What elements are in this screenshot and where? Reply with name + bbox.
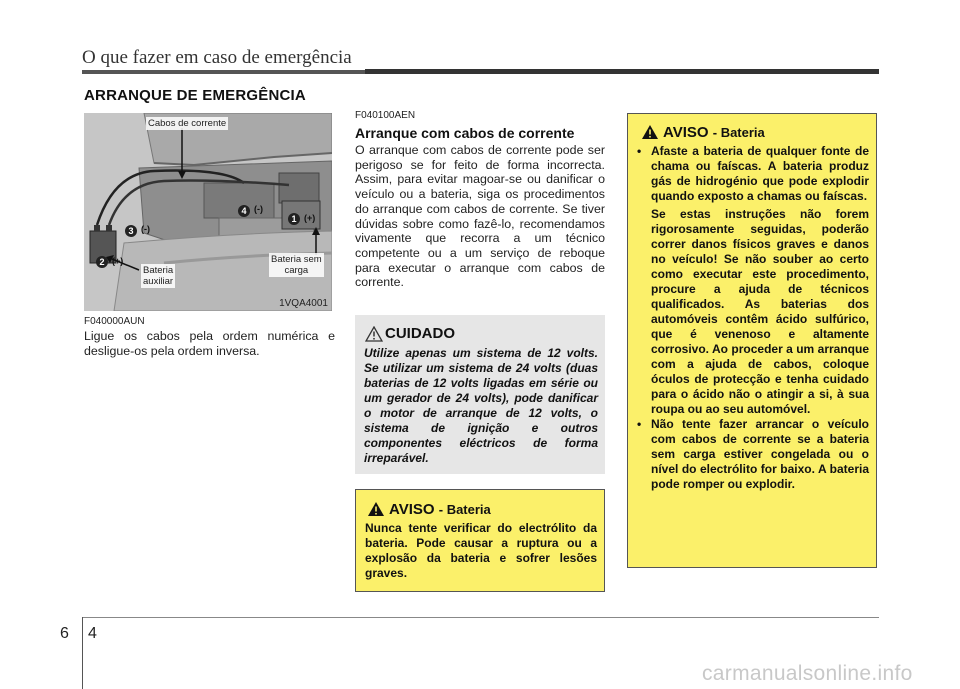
middle-ref-code: F040100AEN	[355, 110, 416, 121]
warning-box-battery	[627, 113, 877, 568]
caution-text: Utilize apenas um sistema de 12 volts. Se utilizar um sistema de 24 volts (duas baterias de 12 volts ligadas em série ou um gerador de 24 volts), pode danificar o motor de arranque de 12 volts, o sistema de ignição e outros componentes eléctricos de forma irreparável.	[364, 346, 598, 465]
step-3-marker: 3	[125, 225, 137, 237]
section-title: ARRANQUE DE EMERGÊNCIA	[84, 87, 306, 104]
warning-title-main: AVISO	[663, 124, 709, 141]
chapter-title: O que fazer em caso de emergência	[82, 47, 352, 68]
jump-start-illustration	[84, 113, 332, 311]
aux-battery-label: Bateria auxiliar	[143, 265, 174, 287]
dead-battery-label: Bateria sem carga	[271, 254, 322, 276]
list-item-paragraph: Se estas instruções não forem rigorosamente seguidas, poderão correr danos físicos graves e danos no veículo! Se não souber ao certo como executar este procedimento, procure a ajuda de técnicos qualificados. As baterias dos automóveis contêm ácido sulfúrico, que é venenoso e altamente corrosivo. Ao proceder a um arranque com a ajuda de cabos, coloque óculos de protecção e tenha cuidado para o ácido não o atingir a si, à sua roupa ou ao seu automóvel.	[651, 207, 869, 416]
warning-title-main: AVISO	[389, 501, 435, 518]
polarity-negative-4: (-)	[254, 204, 263, 214]
list-item	[636, 144, 869, 417]
subheading: Arranque com cabos de corrente	[355, 125, 575, 141]
warning-list-body	[636, 144, 869, 492]
warning-list	[636, 144, 869, 492]
caution-box	[355, 315, 605, 474]
step-2-marker: 2	[96, 256, 108, 268]
footer-rule	[82, 617, 879, 618]
warning-box-electrolyte	[355, 489, 605, 592]
list-item-paragraph: Afaste a bateria de qualquer fonte de chama ou faíscas. A bateria produz gás de hidrogénio que pode explodir quando exposto a chamas ou faíscas.	[651, 144, 869, 203]
cables-label: Cabos de corrente	[148, 118, 227, 129]
bullet: •	[637, 144, 642, 158]
caution-title: CUIDADO	[385, 325, 455, 342]
polarity-positive-1: (+)	[304, 213, 316, 223]
watermark: carmanualsonline.info	[702, 662, 913, 685]
left-body-text: Ligue os cabos pela ordem numérica e desligue-os pela ordem inversa.	[84, 329, 335, 358]
warning-title	[389, 501, 491, 518]
warning-title-sub: - Bateria	[712, 125, 765, 140]
bullet: •	[637, 417, 642, 431]
left-ref-code: F040000AUN	[84, 316, 145, 327]
figure-code: 1VQA4001	[279, 298, 328, 309]
polarity-negative-3: (-)	[141, 224, 150, 234]
list-item	[636, 417, 869, 492]
page-number: 4	[88, 625, 97, 642]
caution-triangle-icon	[365, 326, 383, 342]
warning-triangle-icon	[641, 124, 659, 140]
warning-text: Nunca tente verificar do electrólito da bateria. Pode causar a ruptura ou a explosão da bateria e sofrer lesões graves.	[365, 521, 597, 580]
middle-body-text: O arranque com cabos de corrente pode ser perigoso se for feito de forma incorrecta. Assim, para evitar magoar-se ou danificar o veículo ou a bateria, siga os procedimentos do arranque com cabos de corrente. Se tiver dúvidas sobre como fazê-lo, recomendamos vivamente que recorra a um técnico competente ou a um serviço de reboque para executar o arranque com cabos de corrente.	[355, 143, 605, 290]
warning-title-sub: - Bateria	[438, 502, 491, 517]
step-1-marker: 1	[288, 213, 300, 225]
list-item-paragraph: Não tente fazer arrancar o veículo com cabos de corrente se a bateria sem carga estiver congelada ou o nível do electrólito for baixo. A bateria pode romper ou explodir.	[651, 417, 869, 491]
step-4-marker: 4	[238, 205, 250, 217]
warning-triangle-icon	[367, 501, 385, 517]
page-section-number: 6	[60, 625, 69, 642]
engine-bay-drawing	[84, 113, 332, 311]
footer-divider	[82, 617, 83, 689]
polarity-positive-2: (+)	[112, 256, 124, 266]
header-rule-accent	[365, 69, 879, 74]
warning-title	[663, 124, 765, 141]
